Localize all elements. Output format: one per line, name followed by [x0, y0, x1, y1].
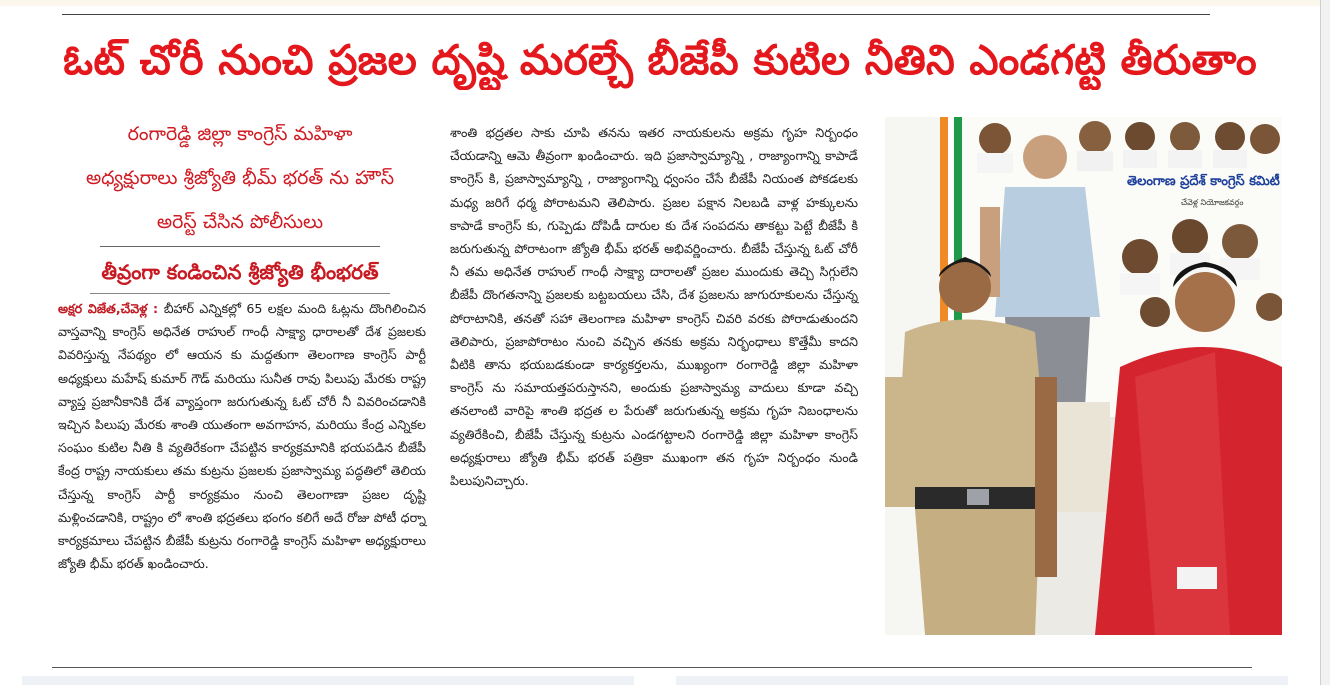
- article-text-col1: బీహార్ ఎన్నికల్లో 65 లక్షల మంది ఓట్లను దొంగిలించిన వాస్తవాన్ని కాంగ్రెస్ అధినేత రాహుల్ గాంధీ సాక్ష్యా ధారాలతో దేశ ప్రజలకు వివరిస్తున్న నేపథ్యం లో ఆయన కు మద్దతుగా తెలంగాణ కాంగ్రెస్ పార్టీ అధ్యక్షులు మహేష్ కుమార్ గౌడ్ మరియు సునీత రావు పిలుపు మేరకు రాష్ట్ర వ్యాప్త ప్రజానీకానికి దేశ వ్యాప్తంగా జరుగుతున్న ఓట్ చోరీ నీ వివరించడానికి ఇచ్చిన పిలుపు మేరకు శాంతి యుతంగా అవగాహన, మరియు కేంద్ర ఎన్నికల సంఘం కుటిల నీతి కి వ్యతిరేకంగా చేపట్టిన కార్యక్రమానికి భయపడిన బీజేపీ కేంద్ర రాష్ట్ర నాయకులు తమ కుట్రను ప్రజలకు ప్రజాస్వామ్య పద్ధతిలో తెలియ చేస్తున్న కాంగ్రెస్ పార్టీ కార్యక్రమం నుంచి తెలంగాణా ప్రజల దృష్టి మళ్లించడానికి, రాష్ట్రం లో శాంతి భద్రతలు భంగం కలిగే అదే రోజు పోటీ ధర్నా కార్యక్రమాలు చేపట్టిన బీజేపీ కుట్రను రంగారెడ్డి కాంగ్రెస్ మహిళా అధ్యక్షురాలు జ్యోతి భీమ్ భరత్ ఖండించారు.: [58, 301, 426, 572]
- subheadline-divider: [100, 246, 380, 247]
- subheadline-underline: [90, 293, 390, 294]
- bottom-rule: [52, 667, 1252, 668]
- top-rule: [62, 14, 1210, 15]
- bottom-strip-left: [22, 676, 634, 685]
- subheadline-line-2: అధ్యక్షురాలు శ్రీజ్యోతి భీమ్ భరత్ ను హౌస్: [85, 167, 395, 189]
- subheadline-line-1: రంగారెడ్డి జిల్లా కాంగ్రెస్ మహిళా: [127, 123, 353, 145]
- article-column-2: [450, 121, 858, 492]
- banner-subtitle: చేవెళ్ల నియోజకవర్గం: [1181, 198, 1244, 207]
- article-column-1: [58, 297, 426, 575]
- subheadline-block: [40, 112, 440, 294]
- dateline-place: చేవెళ్ల :: [120, 301, 164, 316]
- subheadline-line-3: అరెస్ట్ చేసిన పోలీసులు: [156, 211, 324, 233]
- article-text-col2: శాంతి భద్రతల సాకు చూపి తనను ఇతర నాయకులను అక్రమ గృహ నిర్బంధం చేయడాన్ని ఆమె తీవ్రంగా ఖండించారు. ఇది ప్రజాస్వామ్యాన్ని , రాజ్యాంగాన్ని కాపాడే కాంగ్రెస్ కి, ప్రజాస్వామ్యాన్ని , రాజ్యాంగాన్ని ధ్వంసం చేసే బీజేపీ నియంత పోకడలకు మధ్య జరిగే ధర్మ పోరాటమని తెలిపారు. ప్రజల పక్షాన నిలబడి వాళ్ల హక్కులను కాపాడే కాంగ్రెస్ కు, గుప్పెడు దోపిడీ దారుల కు దేశ సంపదను తాకట్టు పెట్టే బీజేపీ కి జరుగుతున్న పోరాటంగా జ్యోతి భీమ్ భరత్ అభివర్ణించారు. బీజేపీ చేస్తున్న ఓట్ చోరీ నీ తమ అధినేత రాహుల్ గాంధీ సాక్ష్యా దారాలతో ప్రజల ముందుకు తెచ్చి సిగ్గులేని బీజేపీ దొంగతనాన్ని ప్రజలకు బట్టబయలు చేసి, దేశ ప్రజలను జాగురూకులను చేస్తున్న పోరాటానికి, తనతో సహా తెలంగాణ మహిళా కాంగ్రెస్ చివరి వరకు పోరాడుతుందని తెలిపారు, ప్రజాపోరాటం నుంచి వచ్చిన తనకు అక్రమ నిర్భంధాలు కొత్తేమీ కాదని వీటికి తాను భయబడకుండా కార్యకర్తలను, ముఖ్యంగా రంగారెడ్డి జిల్లా మహిళా కాంగ్రెస్ ను సమాయత్తపరుస్తానని, అందుకు ప్రజాస్వామ్య వాదులు కూడా వచ్చి తనలాంటి వారిపై శాంతి భద్రత ల పేరుతో జరుగుతున్న అక్రమ గృహ నిబంధాలను వ్యతిరేకించి, బీజేపీ చేస్తున్న కుట్రను ఎండగట్టాలని రంగారెడ్డి జిల్లా మహిళా కాంగ్రెస్ అధ్యక్షురాలు జ్యోతి భీమ్ భరత్ పత్రికా ముఖంగా తన గృహ నిర్బంధం నుండి పిలుపునిచ్చారు.: [450, 125, 858, 489]
- plastic-chair: [1050, 402, 1110, 512]
- page-edge-line: [1320, 0, 1321, 685]
- bottom-strip-right: [676, 676, 1288, 685]
- top-strip: [0, 0, 1330, 6]
- photo-illustration: [885, 117, 1282, 635]
- page-edge: [1320, 0, 1330, 685]
- headline: ఓట్ చోరీ నుంచి ప్రజల దృష్టి మరల్చే బీజేపీ కుటిల నీతిని ఎండగట్టి తీరుతాం: [63, 36, 1257, 84]
- banner-title: తెలంగాణ ప్రదేశ్ కాంగ్రెస్ కమిటీ: [1127, 174, 1280, 189]
- subheadline-line-4: తీవ్రంగా కండించిన శ్రీజ్యోతి భీంభరత్: [101, 260, 379, 284]
- news-photo: [885, 117, 1282, 635]
- dateline: అక్షర విజేత,: [58, 301, 121, 316]
